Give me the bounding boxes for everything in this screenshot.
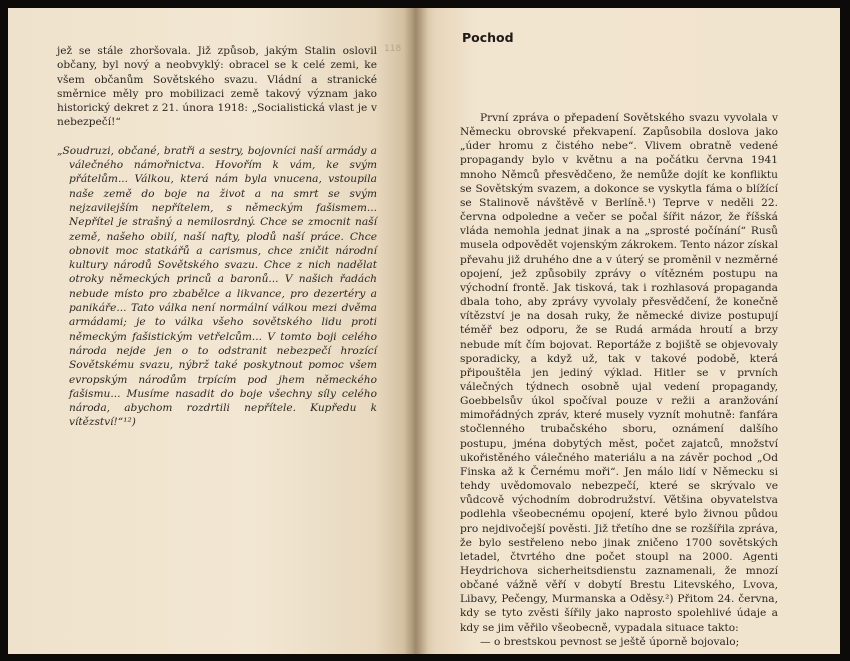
page-number: 118 xyxy=(384,44,402,54)
right-page xyxy=(414,8,840,654)
right-text-column xyxy=(460,111,778,649)
stalin-quote: „Soudruzi, občané, bratři a sestry, bojovníci naší armády a válečného námořnictva. Hovořím k vám, ke svým přátelům... Válkou, která nám byla vnucena, vstoupila naše země do boje na život a na smrt se svým nejzavilejším nepřítelem, s německým fašismem... Nepřítel je strašný a nemilosrdný. Chce se zmocnit naší země, našeho obilí, naší nafty, plodů naší práce. Chce obnovit moc statkářů a carismus, chce zničit národní kultury národů Sovětského svazu. Chce z nich nadělat otroky německých princů a baronů... V našich řadách nebude místo pro zbabělce a likvance, pro dezertéry a panikáře... Tato válka není normální válkou mezi dvěma armádami; je to válka všeho sovětského lidu proti německým fašistickým vetřelcům... V tomto boji celého národa nejde jen o to odstranit nebezpečí hrozící Sovětskému svazu, nýbrž také poskytnout pomoc všem evropským národům trpícím pod jhem německého fašismu... Musíme nasadit do boje všechny síly celého národa, abychom rozdrtili nepřítele. Kupředu k vítězství!“¹²) xyxy=(57,144,377,429)
chapter-title: Pochod xyxy=(462,30,514,45)
body-paragraph: První zpráva o přepadení Sovětského svazu vyvolala v Německu obrovské překvapení. Zapůsobila doslova jako „úder hromu z čistého nebe“. Vlivem obratně vedené propagandy bylo v květnu a na počátku června 1941 mnoho Němců přesvědčeno, že nemůže dojít ke konfliktu se Sovětským svazem, a dokonce se vyskytla fáma o blížící se Stalinově návštěvě v Berlíně.¹) Teprve v neděli 22. června odpoledne a večer se počal šířit názor, že říšská vláda nemohla jednat jinak a na „sprosté počínání“ Rusů musela odpovědět vojenským zákrokem. Tento názor získal převahu již druhého dne a v úterý se proměnil v nezměrné opojení, jež způsobily zprávy o vítězném postupu na východní frontě. Jak tisková, tak i rozhlasová propaganda dbala toho, aby zprávy vyvolaly přesvědčení, že konečně vítězství je na dosah ruky, že německé divize postupují téměř bez odporu, že se Rudá armáda hroutí a brzy nebude mít čím bojovat. Reportáže z bojiště se objevovaly sporadicky, a když už, tak v takové podobě, která připouštěla jen jediný výklad. Hitler se v prvních válečných týdnech osobně ujal vedení propagandy, Goebbelsův úkol spočíval pouze v režii a aranžování mimořádných zpráv, které musely vyznít mohutně: fanfára stočlenného trubačského sboru, oznámení dalšího postupu, jména dobytých měst, počet zajatců, množství ukořistěného válečného materiálu a na závěr pochod „Od Finska až k Černému moři“. Jen málo lidí v Německu si tehdy uvědomovalo nebezpečí, které se skrývalo ve vůdcově východním dobrodružství. Většina obyvatelstva podlehla všeobecnému opojení, které bylo živnou půdou pro nejdivočejší pověsti. Již třetího dne se rozšířila zpráva, že bylo sestřeleno nebo jinak zničeno 1700 sovětských letadel, čtvrtého dne počet stoupl na 2000. Agenti Heydrichova sicherheitsdienstu zaznamenali, že mnozí občané vážně věří v dobytí Brestu Litevského, Lvova, Libavy, Pečengy, Murmanska a Oděsy.²) Přitom 24. června, kdy se tyto zvěsti šířily jako naprosto spolehlivé údaje a kdy se jim věřilo všeobecně, vypadala situace takto: xyxy=(460,112,778,634)
open-book xyxy=(8,8,840,654)
left-page xyxy=(8,8,416,654)
book-gutter xyxy=(404,8,428,654)
left-text-column xyxy=(57,44,377,430)
dash-line: — o brestskou pevnost se ještě úporně bojovalo; xyxy=(480,635,740,648)
intro-paragraph: jež se stále zhoršovala. Již způsob, jakým Stalin oslovil občany, byl nový a neobvyklý: obracel se k celé zemi, ke všem občanům Sovětského svazu. Vládní a stranické směrnice měly pro mobilizaci země takový význam jako historický dekret z 21. února 1918: „Socialistická vlast je v nebezpečí!“ xyxy=(57,45,377,129)
